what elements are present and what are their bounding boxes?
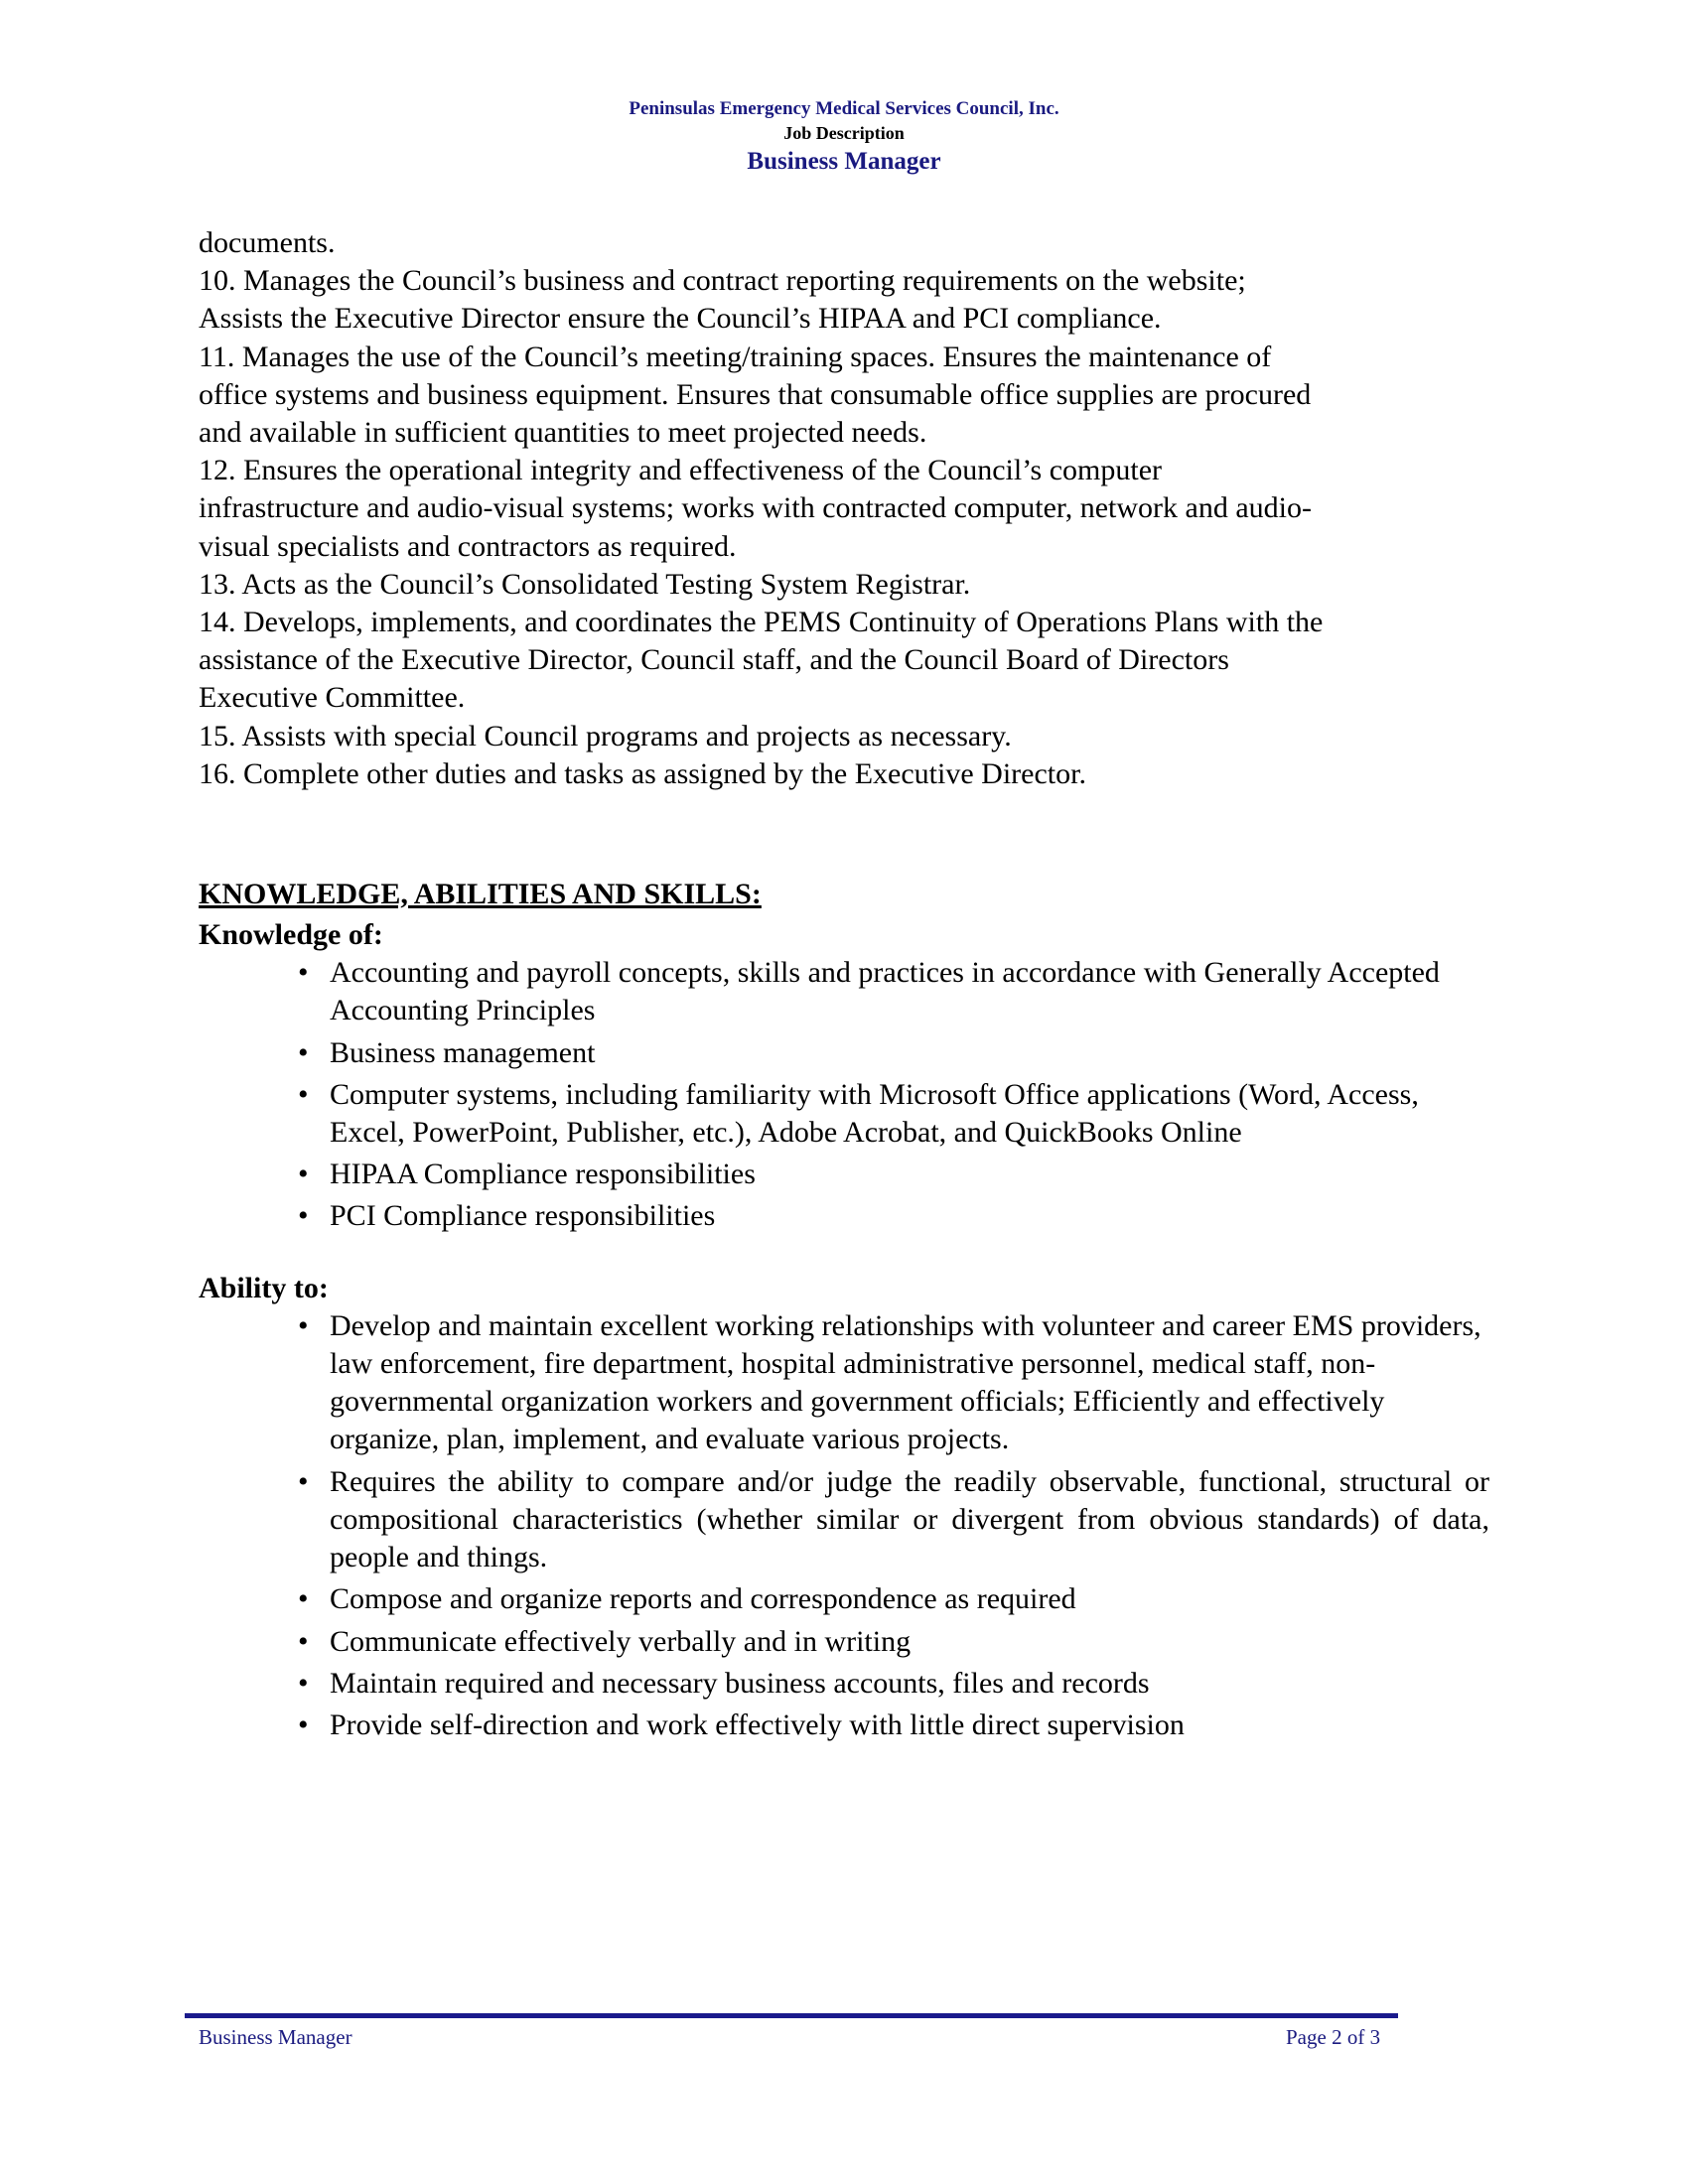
duty-line: infrastructure and audio-visual systems; works with contracted computer, network and audio- [199,491,1312,525]
list-item [298,1076,1489,1152]
footer-doc-title: Business Manager [199,2025,352,2049]
list-item [298,954,1489,1029]
duty-line: 13. Acts as the Council’s Consolidated Testing System Registrar. [199,567,971,601]
bullet-icon: • [298,1624,309,1658]
list-item-text: Communicate effectively verbally and in writing [330,1624,912,1658]
duty-line: visual specialists and contractors as required. [199,529,737,563]
bullet-icon: • [298,1077,309,1111]
bullet-icon: • [298,1158,309,1191]
list-item-text: Develop and maintain excellent working relationships with volunteer and career EMS providers, law enforcement, fire department, hospital administrative personnel, medical staff, non-governmental organization workers and government officials; Efficiently and effectively organize, plan, implement, and evaluate various projects. [330,1308,1481,1456]
footer-divider [185,2013,1398,2018]
list-item-text: PCI Compliance responsibilities [330,1199,716,1233]
list-item [298,1307,1489,1459]
ability-subheading: Ability to: [199,1271,329,1304]
knowledge-subheading: Knowledge of: [199,918,383,952]
organization-name: Peninsulas Emergency Medical Services Council, Inc. [629,98,1059,119]
bullet-icon: • [298,1035,309,1069]
duty-line: 12. Ensures the operational integrity and effectiveness of the Council’s computer [199,454,1163,487]
list-item [298,1623,1489,1661]
duty-line: and available in sufficient quantities to meet projected needs. [199,416,927,450]
duty-line: 11. Manages the use of the Council’s meeting/training spaces. Ensures the maintenance of [199,340,1272,373]
duty-line: assistance of the Executive Director, Council staff, and the Council Board of Directors [199,643,1229,677]
bullet-icon: • [298,1464,309,1498]
list-item-text: HIPAA Compliance responsibilities [330,1158,756,1191]
document-body [199,224,1489,1748]
ability-list [199,1307,1489,1744]
bullet-icon: • [298,1707,309,1741]
duties-list [199,224,1489,793]
list-item [298,1197,1489,1235]
list-item [298,1706,1489,1744]
duty-line: 15. Assists with special Council programs and projects as necessary. [199,719,1012,752]
list-item [298,1580,1489,1618]
duty-line: 14. Develops, implements, and coordinates the PEMS Continuity of Operations Plans with the [199,606,1324,639]
duty-line: documents. [199,226,336,259]
list-item [298,1156,1489,1193]
duty-line: 16. Complete other duties and tasks as assigned by the Executive Director. [199,756,1086,790]
bullet-icon: • [298,1308,309,1342]
page-header [0,97,1688,179]
bullet-icon: • [298,1582,309,1616]
list-item [298,1665,1489,1703]
list-item-text: Provide self-direction and work effectively with little direct supervision [330,1707,1185,1741]
section-heading: KNOWLEDGE, ABILITIES AND SKILLS: [199,878,762,911]
list-item [298,1463,1489,1577]
knowledge-list [199,954,1489,1235]
list-item-text: Accounting and payroll concepts, skills and practices in accordance with Generally Accepted Accounting Principles [330,956,1440,1027]
job-title: Business Manager [747,148,941,175]
page-number: Page 2 of 3 [1286,2025,1381,2049]
duty-line: Assists the Executive Director ensure the Council’s HIPAA and PCI compliance. [199,302,1162,336]
list-item-text: Maintain required and necessary business accounts, files and records [330,1666,1150,1700]
list-item-text: Computer systems, including familiarity with Microsoft Office applications (Word, Access, Excel, PowerPoint, Publisher, etc.), Adobe Acrobat, and QuickBooks Online [330,1077,1419,1150]
bullet-icon: • [298,1199,309,1233]
document-type: Job Description [783,123,905,143]
bullet-icon: • [298,1666,309,1700]
list-item-text: Requires the ability to compare and/or judge the readily observable, functional, structural or compositional characteristics (whether similar or divergent from obvious standards) of data, people and things. [330,1464,1489,1574]
list-item-text: Business management [330,1035,596,1069]
list-item-text: Compose and organize reports and correspondence as required [330,1582,1076,1616]
duty-line: Executive Committee. [199,681,466,715]
duty-line: office systems and business equipment. Ensures that consumable office supplies are procured [199,377,1312,411]
duty-line: 10. Manages the Council’s business and contract reporting requirements on the website; [199,264,1246,298]
bullet-icon: • [298,956,309,990]
list-item [298,1034,1489,1072]
